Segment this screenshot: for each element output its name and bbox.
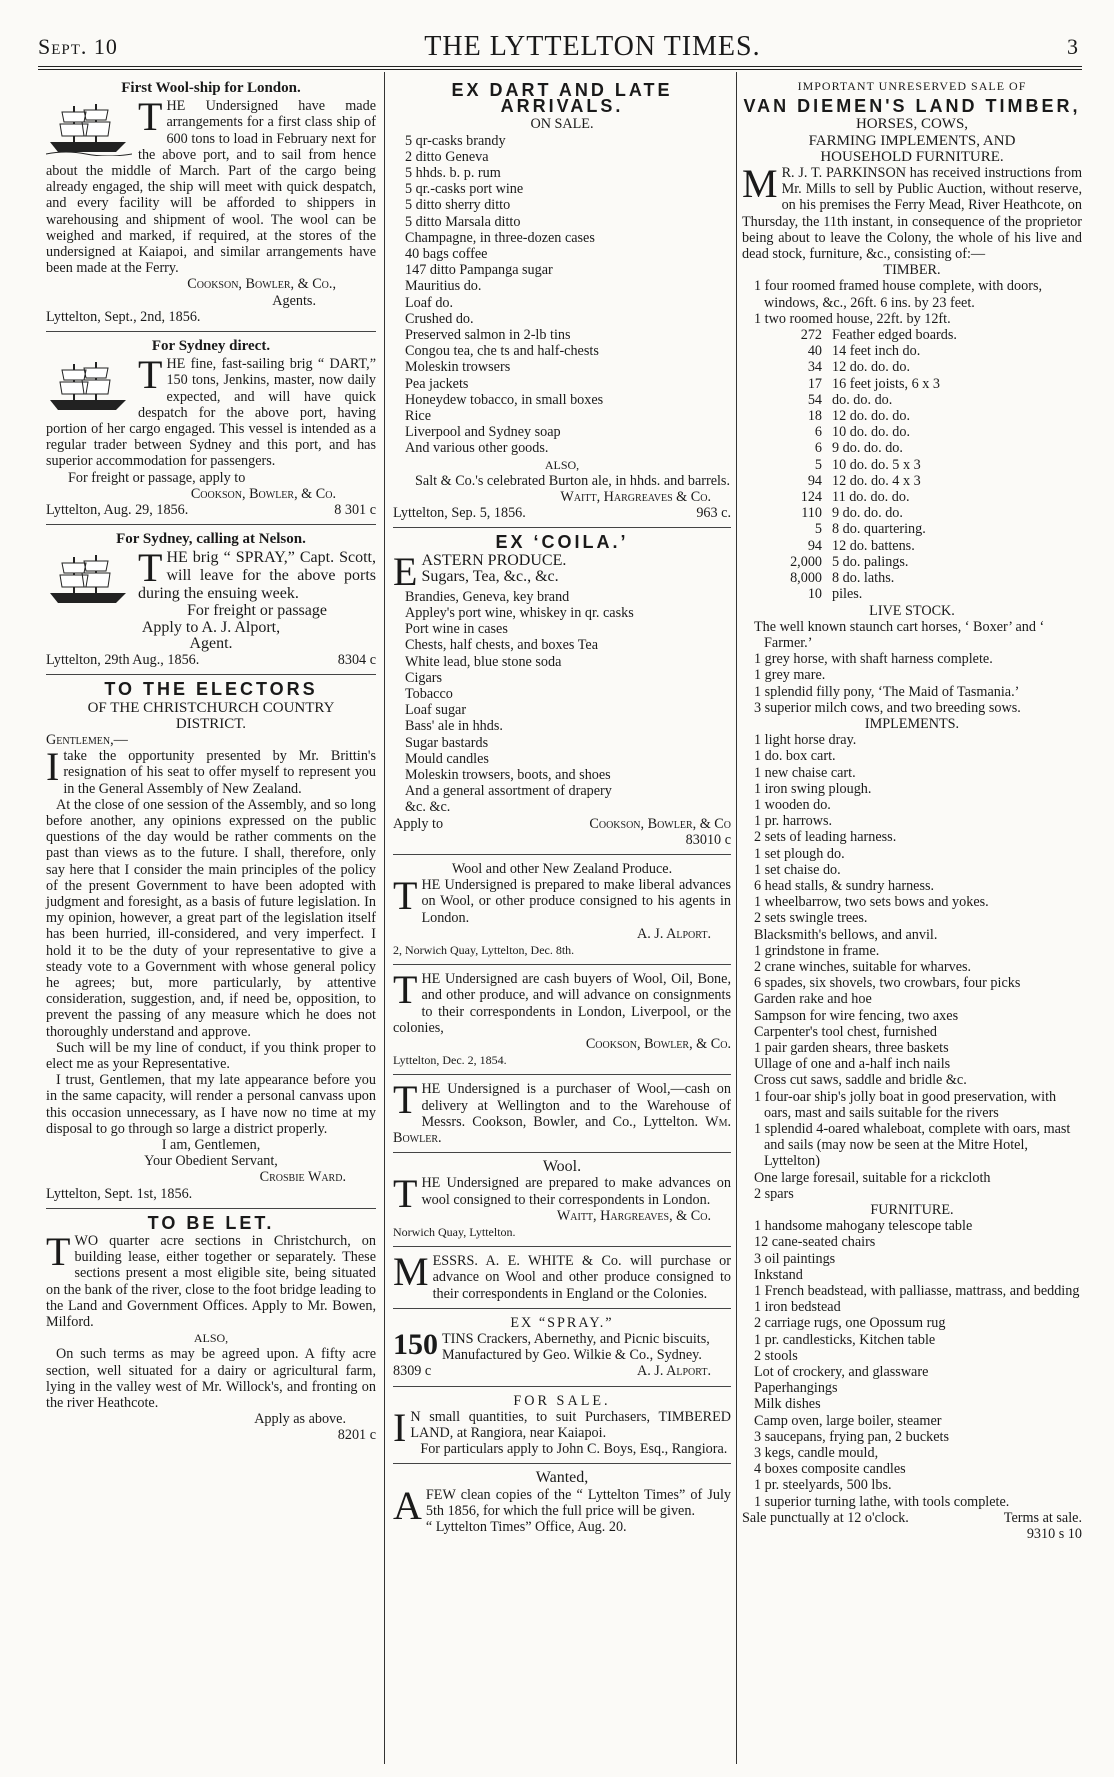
goods-list: [393, 589, 731, 816]
ad-number: 8 301 c: [334, 502, 376, 519]
ad-text: HE Undersigned is a purchaser of Wool,—cash on delivery at Wellington and to the Warehouse of Messrs. Cookson, Bowler, and Co., Lyttelton.: [421, 1081, 731, 1130]
separator: [393, 1463, 731, 1464]
timber-qty: 40: [807, 343, 822, 360]
list-item: Cigars: [405, 669, 443, 686]
timber-desc: 8 do. laths.: [832, 570, 895, 587]
section-heading: FURNITURE.: [870, 1202, 954, 1219]
ad-address: 2, Norwich Quay, Lyttelton, Dec. 8th.: [393, 942, 575, 957]
list-item: 1 splendid 4-oared whaleboat, complete with oars, mast and sails (may now be seen at the Mitre Hotel, Lyttelton): [754, 1121, 1071, 1170]
list-item: 147 ditto Pampanga sugar: [405, 262, 553, 279]
ad-title: EX “SPRAY.”: [510, 1314, 614, 1331]
list-item: 1 new chaise cart.: [754, 764, 856, 781]
timber-qty: 2,000: [790, 553, 822, 570]
list-item: Preserved salmon in 2-lb tins: [405, 327, 571, 344]
timber-qty: 5: [814, 521, 822, 538]
ad-address: Norwich Quay, Lyttelton.: [393, 1225, 516, 1239]
ad-number: 9310 s 10: [1026, 1526, 1082, 1543]
separator: [393, 1246, 731, 1247]
ad-text: HE Undersigned is prepared to make liberal advances on Wool, or other produce consigned to his agents in London.: [421, 877, 731, 926]
list-item: 1 light horse dray.: [754, 732, 857, 749]
ad-date: Lyttelton, Sept. 1st, 1856.: [46, 1185, 193, 1202]
drop-cap: T: [393, 967, 418, 1013]
separator: [46, 674, 376, 675]
list-item: 12 cane-seated chairs: [754, 1234, 876, 1251]
ship-icon: [46, 100, 132, 156]
livestock-list: [742, 619, 1082, 716]
ad-line: Apply to A. J. Alport,: [141, 618, 281, 636]
timber-desc: piles.: [832, 586, 863, 603]
ad-number: 8201 c: [337, 1427, 376, 1444]
timber-qty: 124: [800, 489, 822, 506]
separator: [393, 1308, 731, 1309]
paragraph: At the close of one session of the Assembly, and so long before another, any opinions expressed on the public questions of the day would be rather comments on the past than views as to the future. I shall, therefore, only say here that I consider the main principles of the policy of the present Government to have been adopted with judgment and foresight, as a basis of future legislation. In my opinion, however, a great part of the legislation itself has been hurried, ill-considered, and very imperfect. I hold it to be the duty of your representative to give a steady vote to a Government with whose general policy he agrees; but, more particularly, by attentive consideration, suggestion, and, if need be, opposition, to prevent the passing of any measure which he does not thoroughly understand and approve.: [46, 796, 376, 1040]
ad-signature: Cookson, Bowler, & Co.: [190, 485, 336, 502]
separator: [393, 1074, 731, 1075]
timber-desc: 12 do. do. do.: [832, 359, 911, 376]
list-item: Port wine in cases: [405, 621, 508, 638]
list-item: 2 sets swingle trees.: [754, 910, 868, 927]
ad-title: FOR SALE.: [513, 1392, 611, 1409]
timber-qty: 54: [807, 391, 822, 408]
sale-title: VAN DIEMEN'S LAND TIMBER,: [743, 96, 1081, 117]
ship-icon: [46, 358, 132, 414]
ad-date: Lyttelton, Dec. 2, 1854.: [393, 1053, 507, 1068]
drop-cap: T: [393, 1171, 418, 1217]
column-3: [742, 78, 1082, 1542]
ad-apply: Apply to: [393, 815, 444, 832]
ad-title: Wanted,: [535, 1469, 589, 1487]
list-item: One large foresail, suitable for a rickcloth: [754, 1169, 991, 1186]
ship-icon: [46, 551, 132, 607]
list-item: 1 iron swing plough.: [754, 780, 872, 797]
list-item: 40 bags coffee: [405, 246, 488, 263]
ad-nz-wool: [393, 861, 731, 958]
column-2: [393, 78, 731, 1535]
list-item: Crushed do.: [405, 310, 474, 327]
drop-cap: M: [742, 161, 778, 207]
list-item: 1 grey horse, with shaft harness complete.: [754, 651, 993, 668]
ad-number: 8309 c: [393, 1363, 432, 1380]
ad-apply-line: For freight or passage, apply to: [68, 469, 246, 486]
timber-table: [752, 327, 1082, 602]
list-item: 1 four-oar ship's jolly boat in good preservation, with oars, mast and sails suitable for the rivers: [754, 1088, 1057, 1121]
timber-qty: 272: [800, 327, 822, 344]
list-item: 5 qr.-casks port wine: [405, 181, 524, 198]
list-item: Paperhangings: [754, 1380, 838, 1397]
separator: [393, 1152, 731, 1153]
ad-signature: Waitt, Hargreaves, & Co.: [556, 1207, 711, 1224]
timber-qty: 110: [801, 505, 822, 522]
list-item: Carpenter's tool chest, furnished: [754, 1023, 938, 1040]
list-item: 5 qr-casks brandy: [405, 132, 506, 149]
list-item: 3 saucepans, frying pan, 2 buckets: [754, 1428, 950, 1445]
separator: [46, 524, 376, 525]
ad-for-sale: [393, 1393, 731, 1458]
section-heading: IMPLEMENTS.: [864, 715, 960, 732]
list-item: 5 ditto sherry ditto: [405, 197, 511, 214]
ad-signature: Cookson, Bowler, & Co: [589, 815, 731, 832]
ad-cash-buyers: [393, 967, 731, 1068]
drop-cap: T: [46, 1229, 71, 1274]
ad-subtitle: OF THE CHRISTCHURCH COUNTRY: [87, 699, 335, 716]
page-number: 3: [1066, 33, 1078, 59]
list-item: 2 stools: [754, 1347, 798, 1364]
column-1: [46, 78, 376, 1444]
timber-desc: 9 do. do. do.: [832, 440, 903, 457]
timber-row: [752, 489, 1082, 505]
list-item: Ullage of one and a-half inch nails: [754, 1056, 951, 1073]
ad-ex-spray: [393, 1315, 731, 1380]
ad-text: HE Undersigned have made arrangements for a first class ship of 600 tons to load in February next for the above port, and to sail from hence about the middle of March. Part of the cargo being already engaged, the ship will meet with quick despatch, and every facility will be afforded to shippers in warehousing and shipment of wool. The wool can be weighed and marked, if required, at the stores of the undersigned at Kaiapoi, and similar arrangements have been made at the Ferry.: [46, 98, 376, 277]
closing: Your Obedient Servant,: [144, 1153, 278, 1170]
ad-signature-role: Agents.: [272, 292, 316, 309]
ad-ex-coila: [393, 534, 731, 847]
list-item: 2 sets of leading harness.: [754, 829, 897, 846]
timber-desc: 12 do. do. do.: [832, 408, 911, 425]
ad-subtitle: ON SALE.: [530, 116, 594, 133]
timber-desc: Feather edged boards.: [832, 327, 957, 344]
list-item: Blacksmith's bellows, and anvil.: [754, 926, 938, 943]
ad-signature: Waitt, Hargreaves & Co.: [560, 489, 711, 506]
timber-desc: 16 feet joists, 6 x 3: [832, 375, 940, 392]
paragraph: Such will be my line of conduct, if you think proper to elect me as your Representative.: [46, 1039, 376, 1072]
timber-qty: 8,000: [790, 570, 822, 587]
list-item: Pea jackets: [405, 375, 469, 392]
list-item: 5 ditto Marsala ditto: [405, 213, 521, 230]
timber-row: [752, 327, 1082, 343]
ad-text: TINS Crackers, Abernethy, and Picnic biscuits,: [442, 1331, 710, 1348]
section-heading: TIMBER.: [883, 262, 941, 279]
list-item: 2 carriage rugs, one Opossum rug: [754, 1315, 946, 1332]
list-item: Moleskin trowsers, boots, and shoes: [405, 766, 611, 783]
ad-purchaser: [393, 1077, 732, 1146]
list-item: 1 superior turning lathe, with tools complete.: [754, 1493, 1010, 1510]
quantity: 150: [393, 1328, 438, 1362]
timber-row: [752, 586, 1082, 602]
ad-title: Wool and other New Zealand Produce.: [451, 860, 673, 877]
timber-desc: 14 feet inch do.: [832, 343, 921, 360]
list-item: 6 head stalls, & sundry harness.: [754, 877, 935, 894]
ad-text: Manufactured by Geo. Wilkie & Co., Sydney.: [442, 1347, 702, 1364]
ad-title: Wool.: [542, 1158, 582, 1176]
sale-intro: R. J. T. PARKINSON has received instructions from Mr. Mills to sell by Public Auction, without reserve, on his premises the Ferry Mead, River Heathcote, on Thursday, the 11th instant, in consequence of the proprietor being about to leave the Colony, the whole of his live and dead stock, furniture, &c., consisting of:—: [742, 165, 1082, 263]
list-item: Cross cut saws, saddle and bridle &c.: [754, 1072, 967, 1089]
list-item: Brandies, Geneva, key brand: [405, 588, 570, 605]
timber-row: [752, 505, 1082, 521]
timber-row: [752, 359, 1082, 375]
timber-row: [752, 570, 1082, 586]
sale-time: Sale punctually at 12 o'clock.: [742, 1509, 909, 1526]
list-item: 2 spars: [754, 1185, 794, 1202]
ad-number: 8304 c: [337, 652, 376, 669]
drop-cap: T: [138, 545, 163, 591]
drop-cap: T: [393, 1077, 418, 1123]
list-item: Moleskin trowsers: [405, 359, 511, 376]
ad-line: Agent.: [189, 634, 233, 652]
list-item: Bass' ale in hhds.: [405, 718, 503, 735]
ad-title: TO BE LET.: [147, 1212, 275, 1233]
list-item: &c. &c.: [405, 799, 451, 816]
ad-date: Lyttelton, Sept., 2nd, 1856.: [46, 308, 201, 325]
newspaper-title: THE LYTTELTON TIMES.: [424, 30, 761, 62]
column-rule-2: [736, 72, 737, 1764]
timber-desc: 12 do. battens.: [832, 537, 915, 554]
list-item: 1 handsome mahogany telescope table: [754, 1218, 973, 1235]
ad-title: TO THE ELECTORS: [104, 679, 318, 700]
sale-subtitle: FARMING IMPLEMENTS, AND: [808, 132, 1016, 149]
separator: [393, 854, 731, 855]
list-item: Mould candles: [405, 750, 489, 767]
drop-cap: M: [393, 1249, 429, 1295]
ad-signature: A. J. Alport.: [636, 1363, 711, 1380]
ad-text: N small quantities, to suit Purchasers, TIMBERED LAND, at Rangiora, near Kaiapoi.: [410, 1408, 731, 1442]
list-item: Sampson for wire fencing, two axes: [754, 1007, 959, 1024]
timber-qty: 34: [807, 359, 822, 376]
drop-cap: A: [393, 1482, 422, 1528]
timber-row: [752, 343, 1082, 359]
drop-cap: I: [46, 744, 60, 790]
timber-row: [752, 408, 1082, 424]
ad-address: “ Lyttelton Times” Office, Aug. 20.: [425, 1519, 627, 1536]
separator: [393, 1386, 731, 1387]
timber-desc: 10 do. do. do.: [832, 424, 911, 441]
column-rule-1: [384, 72, 385, 1764]
ad-number: 963 c.: [696, 505, 731, 522]
section-heading: LIVE STOCK.: [869, 602, 955, 619]
list-item: Chests, half chests, and boxes Tea: [405, 637, 598, 654]
ad-text: Salt & Co.'s celebrated Burton ale, in hhds. and barrels.: [415, 472, 730, 489]
ad-text: HE brig “ SPRAY,” Capt. Scott, will leave for the above ports during the ensuing week.: [138, 549, 376, 603]
ad-sydney-direct: [46, 338, 376, 518]
list-item: Sugar bastards: [405, 734, 489, 751]
list-item: Loaf sugar: [405, 702, 467, 719]
list-item: 1 do. box cart.: [754, 748, 836, 765]
list-item: 1 pr. harrows.: [754, 813, 833, 830]
list-item: 1 set plough do.: [754, 845, 845, 862]
ad-title: EX DART AND LATE ARRIVALS.: [451, 80, 673, 117]
ad-title: For Sydney direct.: [151, 338, 271, 355]
issue-date: Sept. 10: [38, 33, 118, 59]
list-item: 2 ditto Geneva: [405, 148, 489, 165]
timber-desc: 11 do. do. do.: [832, 489, 910, 506]
ad-line: Sugars, Tea, &c., &c.: [421, 567, 559, 585]
ad-signature: Wm. Bowler.: [393, 1113, 732, 1146]
ad-signature: Cookson, Bowler, & Co.: [585, 1035, 731, 1052]
ad-text: HE fine, fast-sailing brig “ DART,” 150 tons, Jenkins, master, now daily expected, and will have quick despatch for the above port, having portion of her cargo engaged. This vessel is intended as a regular trader between Sydney and this port, and has superior accommodation for passengers.: [46, 356, 376, 470]
list-item: 1 four roomed framed house complete, with doors, windows, &c., 26ft. 6 ins. by 23 feet.: [754, 278, 1043, 311]
ad-apply: Apply as above.: [254, 1411, 346, 1428]
ad-to-be-let: [46, 1212, 376, 1444]
timber-qty: 6: [814, 424, 822, 441]
timber-desc: 10 do. do. 5 x 3: [832, 456, 921, 473]
ad-wool: [393, 1159, 731, 1240]
ad-text: FEW clean copies of the “ Lyttelton Times” of July 5th 1856, for which the full price will be given.: [425, 1486, 731, 1519]
paragraph: take the opportunity presented by Mr. Brittin's resignation of his seat to offer myself to represent you in the General Assembly of New Zealand.: [63, 748, 376, 797]
list-item: Inkstand: [754, 1266, 803, 1283]
list-item: 1 pr. steelyards, 500 lbs.: [754, 1477, 892, 1494]
list-item: Congou tea, che ts and half-chests: [405, 343, 599, 360]
timber-qty: 10: [807, 586, 822, 603]
separator: [393, 964, 731, 965]
list-item: 3 kegs, candle mould,: [754, 1445, 879, 1462]
also-label: ALSO,: [544, 457, 580, 472]
timber-qty: 18: [807, 408, 822, 425]
list-item: Rice: [405, 408, 431, 425]
list-item: Lot of crockery, and glassware: [754, 1364, 929, 1381]
list-item: Liverpool and Sydney soap: [405, 424, 561, 441]
ad-text: WO quarter acre sections in Christchurch, on building lease, either together or separately. These sections present a most eligible site, being situated on the bank of the river, close to the foot bridge leading to the Land and Government Offices. Apply to Mr. Bowen, Milford.: [46, 1233, 376, 1331]
ad-text: On such terms as may be agreed upon. A fifty acre section, well situated for a dairy or agricultural farm, lying in the valley west of Mr. Willock's, and fronting on the river Heathcote.: [46, 1346, 376, 1412]
masthead: [38, 30, 1078, 64]
ad-text: For particulars apply to John C. Boys, Esq., Rangiora.: [420, 1441, 728, 1458]
ad-text: HE Undersigned are cash buyers of Wool, Oil, Bone, and other produce, and will advance on consignments to their correspondents in London, Liverpool, or the colonies,: [393, 971, 731, 1036]
ad-date: Lyttelton, Sep. 5, 1856.: [393, 505, 526, 522]
timber-qty: 94: [807, 472, 822, 489]
timber-row: [752, 376, 1082, 392]
timber-row: [752, 473, 1082, 489]
list-item: Honeydew tobacco, in small boxes: [405, 391, 604, 408]
masthead-rule-2: [38, 69, 1082, 70]
drop-cap: I: [393, 1404, 407, 1450]
drop-cap: T: [138, 94, 163, 140]
signature: Crosbie Ward.: [259, 1169, 346, 1186]
timber-row: [752, 424, 1082, 440]
list-item: 1 French beadstead, with palliasse, mattrass, and bedding: [754, 1283, 1080, 1300]
list-item: Mauritius do.: [405, 278, 482, 295]
timber-row: [752, 538, 1082, 554]
list-item: Garden rake and hoe: [754, 991, 872, 1008]
timber-desc: 9 do. do. do.: [832, 505, 903, 522]
timber-qty: 17: [807, 375, 822, 392]
list-item: 1 pair garden shears, three baskets: [754, 1039, 949, 1056]
list-item: The well known staunch cart horses, ‘ Boxer’ and ‘ Farmer.’: [754, 618, 1045, 651]
list-item: Camp oven, large boiler, steamer: [754, 1412, 942, 1429]
ad-line: ASTERN PRODUCE.: [421, 552, 567, 569]
furniture-list: [742, 1218, 1082, 1510]
drop-cap: E: [393, 552, 418, 589]
timber-desc: 12 do. do. 4 x 3: [832, 472, 921, 489]
list-item: 1 pr. candlesticks, Kitchen table: [754, 1331, 936, 1348]
ad-sydney-nelson: [46, 531, 376, 668]
ad-subtitle: DISTRICT.: [175, 715, 247, 732]
sale-subtitle: HOUSEHOLD FURNITURE.: [820, 148, 1004, 165]
masthead-rule: [38, 66, 1082, 67]
timber-row: [752, 554, 1082, 570]
timber-desc: 8 do. quartering.: [832, 521, 926, 538]
separator: [393, 527, 731, 528]
ad-white: [393, 1249, 731, 1302]
ad-number: 83010 c: [685, 831, 731, 848]
timber-row: [752, 457, 1082, 473]
ad-ex-dart: [393, 82, 731, 521]
list-item: Appley's port wine, whiskey in qr. casks: [405, 604, 634, 621]
timber-row: [752, 440, 1082, 456]
ad-electors: [46, 681, 376, 1202]
timber-qty: 6: [814, 440, 822, 457]
timber-qty: 94: [807, 537, 822, 554]
list-item: Tobacco: [405, 685, 453, 702]
ad-date: Lyttelton, Aug. 29, 1856.: [46, 502, 189, 519]
ad-text: HE Undersigned are prepared to make advances on wool consigned to their correspondents in London.: [421, 1175, 731, 1208]
ad-title: EX ‘COILA.’: [495, 532, 629, 553]
list-item: And various other goods.: [405, 440, 549, 457]
ad-text: ESSRS. A. E. WHITE & Co. will purchase or advance on Wool and other produce consigned to their correspondents in England or the Colonies.: [432, 1253, 731, 1302]
list-item: White lead, blue stone soda: [405, 653, 562, 670]
separator: [46, 331, 376, 332]
implements-list: [742, 732, 1082, 1202]
list-item: 1 set chaise do.: [754, 861, 841, 878]
ad-signature: Cookson, Bowler, & Co.,: [187, 276, 336, 293]
timber-row: [752, 521, 1082, 537]
ad-title: First Wool-ship for London.: [121, 80, 301, 96]
drop-cap: T: [393, 873, 418, 919]
ad-wanted: [393, 1470, 731, 1535]
ad-signature: A. J. Alport.: [636, 925, 711, 942]
sale-kicker: IMPORTANT UNRESERVED SALE OF: [797, 79, 1027, 93]
list-item: And a general assortment of drapery: [405, 783, 612, 800]
list-item: 2 crane winches, suitable for wharves.: [754, 958, 972, 975]
sale-subtitle: HORSES, COWS,: [855, 116, 969, 133]
timber-row: [752, 392, 1082, 408]
list-item: Loaf do.: [405, 294, 454, 311]
ad-first-wool-ship: [46, 80, 376, 325]
timber-desc: 5 do. palings.: [832, 553, 909, 570]
list-item: 1 wheelbarrow, two sets bows and yokes.: [754, 894, 989, 911]
list-item: Champagne, in three-dozen cases: [405, 229, 595, 246]
also-label: ALSO,: [193, 1331, 229, 1346]
timber-desc: do. do. do.: [832, 391, 893, 408]
list-item: 5 hhds. b. p. rum: [405, 165, 501, 182]
greeting: Gentlemen,—: [46, 731, 128, 748]
list-item: 3 superior milch cows, and two breeding sows.: [754, 699, 1021, 716]
sale-terms: Terms at sale.: [1003, 1509, 1082, 1526]
drop-cap: T: [138, 352, 163, 398]
list-item: 1 grindstone in frame.: [754, 942, 880, 959]
list-item: 1 two roomed house, 22ft. by 12ft.: [754, 310, 951, 327]
list-item: 1 splendid filly pony, ‘The Maid of Tasmania.’: [754, 683, 1020, 700]
closing: I am, Gentlemen,: [161, 1136, 261, 1153]
list-item: Milk dishes: [754, 1396, 821, 1413]
list-item: 3 oil paintings: [754, 1250, 836, 1267]
list-item: 6 spades, six shovels, two crowbars, four picks: [754, 975, 1021, 992]
goods-list: [393, 133, 731, 457]
paragraph: I trust, Gentlemen, that my late appearance before you in the same capacity, will render a personal canvass upon this occasion unnecessary, as I have now no time at my disposal to go through so large a district properly.: [46, 1072, 376, 1137]
ad-date: Lyttelton, 29th Aug., 1856.: [46, 652, 200, 669]
separator: [46, 1208, 376, 1209]
timber-qty: 5: [814, 456, 822, 473]
list-item: 1 iron bedstead: [754, 1299, 841, 1316]
list-item: 1 grey mare.: [754, 667, 826, 684]
timber-list: [742, 278, 1082, 327]
list-item: 4 boxes composite candles: [754, 1461, 906, 1478]
ad-line: For freight or passage: [187, 602, 327, 620]
ad-title: For Sydney, calling at Nelson.: [116, 531, 306, 548]
list-item: 1 wooden do.: [754, 796, 831, 813]
